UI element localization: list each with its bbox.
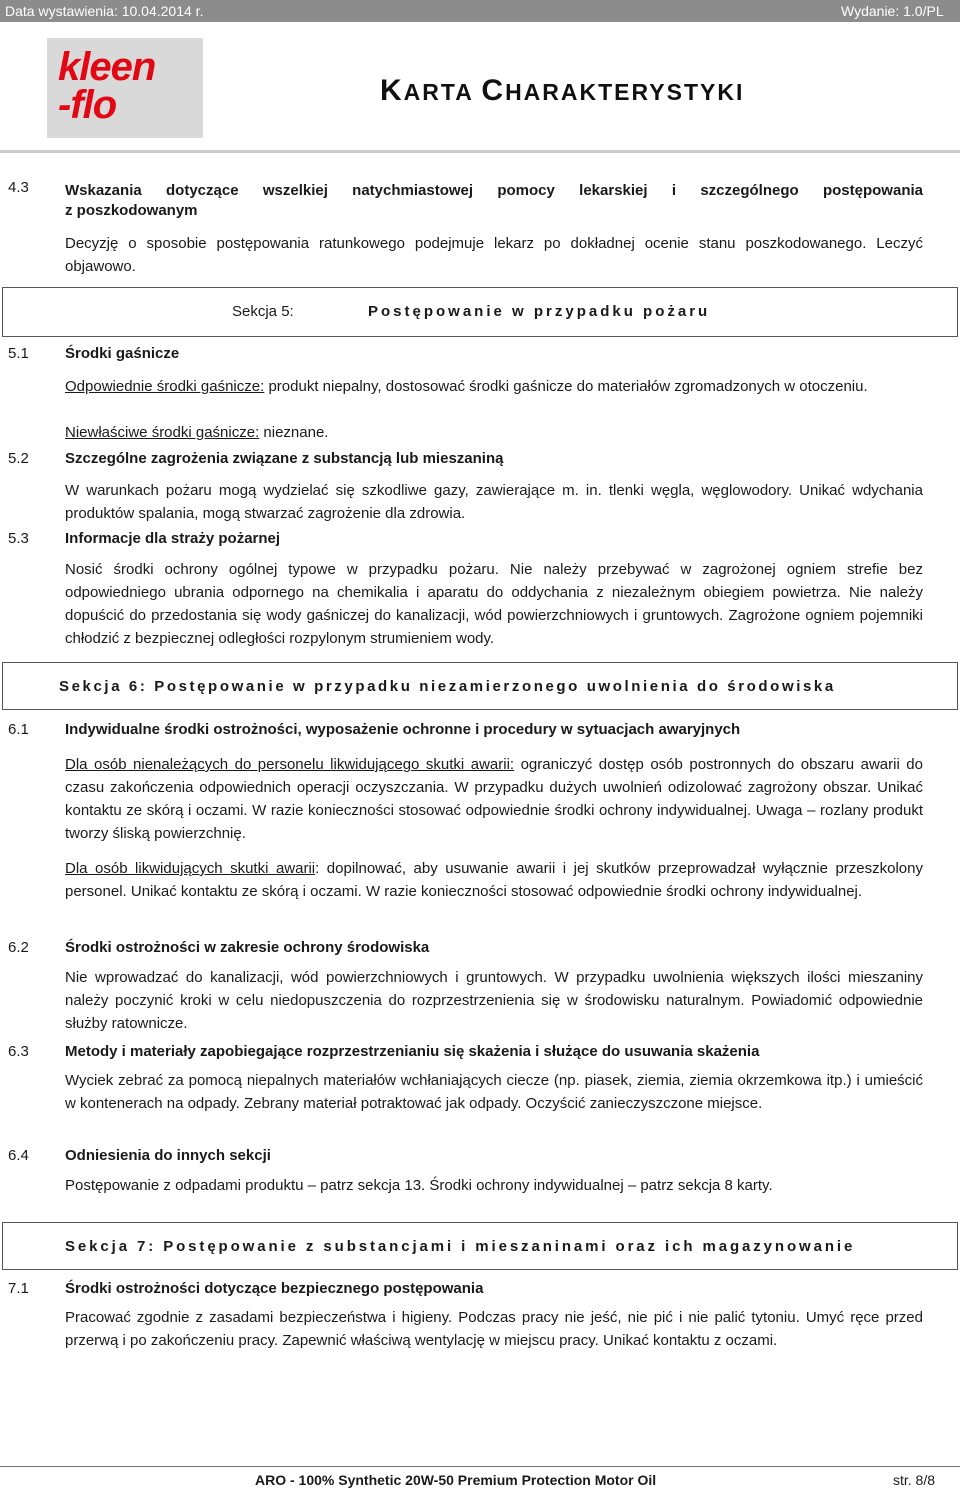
subsection-number: 6.2 (8, 939, 29, 956)
paragraph: Nosić środki ochrony ogólnej typowe w przypadku pożaru. Nie należy przebywać w zagrożonej ogniem strefie bez odpowiedniego ubrania odpornego na chemikalia i aparatu do oddychania z niezależnym obiegiem powietrza. Nie należy dopuścić do przedostania się wody gaśniczej do kanalizacji, wód powierzchniowych i gruntowych. Zagrożone ogniem pojemniki chłodzić z bezpiecznej odległości rozpylonym strumieniem wody. (65, 561, 923, 647)
subsection-number: 5.1 (8, 345, 29, 362)
footer-product: ARO - 100% Synthetic 20W-50 Premium Protection Motor Oil (255, 1472, 657, 1488)
paragraph: Dla osób nienależących do personelu likwidującego skutki awarii: ograniczyć dostęp osób postronnych do obszaru awarii do czasu zakończenia odpowiednich operacji oczyszczania. W przypadku dużych uwolnień odizolować zagrożony obszar. Unikać kontaktu ze skórą i oczami. W razie konieczności stosować odpowiednie środki ochrony indywidualnej. Uwaga – rozlany produkt tworzy śliską powierzchnię. (65, 756, 923, 842)
subsection-heading: Środki ostrożności dotyczące bezpiecznego postępowania (65, 1280, 484, 1297)
subsection-number: 4.3 (8, 179, 29, 196)
subsection-heading: Indywidualne środki ostrożności, wyposażenie ochronne i procedury w sytuacjach awaryjnych (65, 721, 741, 738)
subsection-heading: Środki ostrożności w zakresie ochrony środowiska (65, 939, 430, 956)
subsection-heading: Wskazania dotyczące wszelkiej natychmiastowej pomocy lekarskiej i szczególnego postępowania (65, 182, 923, 199)
top-bar (0, 0, 960, 22)
subsection-heading: Środki gaśnicze (65, 345, 180, 362)
subsection-heading: Metody i materiały zapobiegające rozprzestrzenianiu się skażenia i służące do usuwania skażenia (65, 1043, 760, 1060)
section-6-header (2, 662, 958, 710)
subsection-number: 6.3 (8, 1043, 29, 1060)
subsection-heading: Informacje dla straży pożarnej (65, 530, 281, 547)
subsection-number: 7.1 (8, 1280, 29, 1297)
document-title: KARTA CHARAKTERYSTYKI (380, 74, 745, 107)
paragraph: Dla osób likwidujących skutki awarii: dopilnować, aby usuwanie awarii i jej skutków przeprowadzał wyłącznie przeszkolony personel. Unikać kontaktu ze skórą i oczami. W razie konieczności stosować odpowiednie środki ochrony indywidualnej. (65, 860, 923, 900)
issue-date: Data wystawienia: 10.04.2014 r. (5, 3, 204, 19)
section-5-header (2, 287, 958, 337)
paragraph: Niewłaściwe środki gaśnicze: nieznane. (65, 424, 329, 441)
header-divider (0, 150, 960, 153)
subsection-number: 6.4 (8, 1147, 29, 1164)
paragraph: Postępowanie z odpadami produktu – patrz sekcja 13. Środki ochrony indywidualnej – patrz sekcja 8 karty. (65, 1177, 773, 1194)
edition: Wydanie: 1.0/PL (841, 3, 944, 19)
section-7-header (2, 1222, 958, 1270)
footer-divider (0, 1466, 960, 1467)
section-title: Sekcja 7: Postępowanie z substancjami i mieszaninami oraz ich magazynowanie (65, 1238, 856, 1255)
logo-text: kleen -flo (58, 45, 156, 127)
section-label: Sekcja 5: (232, 303, 294, 320)
page-number: str. 8/8 (893, 1472, 936, 1488)
section-title: Postępowanie w przypadku pożaru (368, 303, 711, 320)
subsection-heading: z poszkodowanym (65, 202, 198, 219)
paragraph: Decyzję o sposobie postępowania ratunkowego podejmuje lekarz po dokładnej ocenie stanu poszkodowanego. Leczyć objawowo. (65, 235, 923, 275)
paragraph: Nie wprowadzać do kanalizacji, wód powierzchniowych i gruntowych. W przypadku uwolnienia większych ilości mieszaniny należy poczynić kroki w celu niedopuszczenia do rozprzestrzenienia się w środowisku naturalnym. Powiadomić odpowiednie służby ratownicze. (65, 969, 923, 1032)
subsection-number: 5.3 (8, 530, 29, 547)
paragraph: Odpowiednie środki gaśnicze: produkt niepalny, dostosować środki gaśnicze do materiałów zgromadzonych w otoczeniu. (65, 378, 868, 395)
subsection-heading: Szczególne zagrożenia związane z substancją lub mieszaniną (65, 450, 504, 467)
paragraph: Wyciek zebrać za pomocą niepalnych materiałów wchłaniających ciecze (np. piasek, ziemia, ziemia okrzemkowa itp.) i umieścić w kontenerach na odpady. Zebrany materiał potraktować jak odpady. Oczyścić zanieczyszczone miejsce. (65, 1072, 923, 1112)
subsection-heading: Odniesienia do innych sekcji (65, 1147, 271, 1164)
subsection-number: 5.2 (8, 450, 29, 467)
paragraph: Pracować zgodnie z zasadami bezpieczeństwa i higieny. Podczas pracy nie jeść, nie pić i nie palić tytoniu. Umyć ręce przed przerwą i po zakończeniu pracy. Zapewnić właściwą wentylację w miejscu pracy. Unikać kontaktu z oczami. (65, 1309, 923, 1349)
section-title: Sekcja 6: Postępowanie w przypadku niezamierzonego uwolnienia do środowiska (59, 678, 836, 695)
subsection-number: 6.1 (8, 721, 29, 738)
paragraph: W warunkach pożaru mogą wydzielać się szkodliwe gazy, zawierające m. in. tlenki węgla, węglowodory. Unikać wdychania produktów spalania, mogą stwarzać zagrożenie dla zdrowia. (65, 482, 923, 522)
